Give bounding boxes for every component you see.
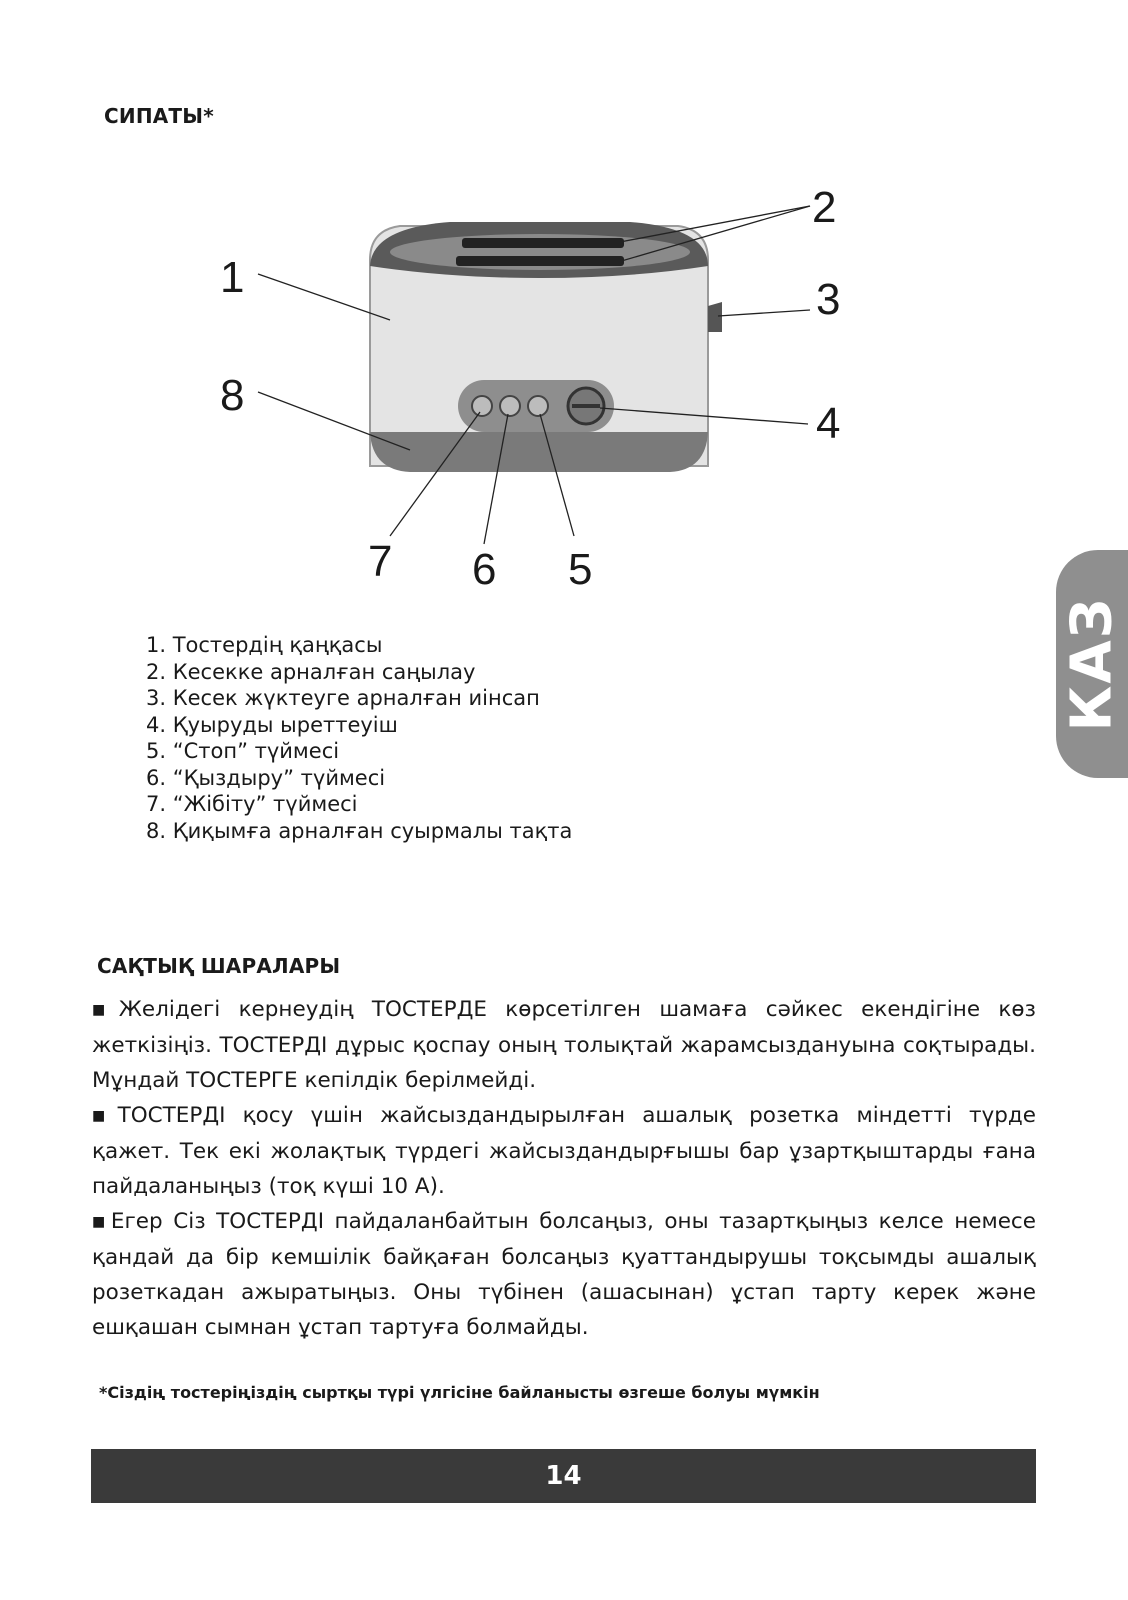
callout-5: 5 <box>568 545 593 594</box>
features-heading: СИПАТЫ* <box>104 104 214 128</box>
language-tab-label: КАЗ <box>1059 596 1125 732</box>
callout-2: 2 <box>812 183 837 232</box>
bullet-icon: ■ <box>92 1214 109 1230</box>
safety-text <box>92 992 1036 1345</box>
list-item: 3. Кесек жүктеуге арналған иінсап <box>146 686 540 710</box>
page-number: 14 <box>545 1461 582 1491</box>
list-item: 7. “Жібіту” түймесі <box>146 792 358 816</box>
list-item: 6. “Қыздыру” түймесі <box>146 765 386 790</box>
safety-paragraph: ■Егер Сіз ТОСТЕРДІ пайдаланбайтын болсаңыз, оны тазартқыңыз келсе немесе қандай да бір кемшілік байқаған болсаңыз қуаттандырушы тоқсымды ашалық розеткадан ажыратыңыз. Оны түбінен (ашасынан) ұстап тарту керек және ешқашан сымнан ұстап тартуға болмайды. <box>92 1209 1036 1340</box>
safety-heading: САҚТЫҚ ШАРАЛАРЫ <box>97 954 341 978</box>
parts-list <box>146 632 572 844</box>
language-tab <box>1056 550 1128 778</box>
toaster-diagram <box>200 170 860 600</box>
stop-button <box>528 396 548 416</box>
callout-3: 3 <box>816 275 841 324</box>
list-item: 2. Кесекке арналған саңылау <box>146 659 476 684</box>
callout-6: 6 <box>472 545 497 594</box>
lever <box>708 302 722 332</box>
bread-slot <box>462 238 624 248</box>
list-item: 1. Тостердің қаңқасы <box>146 633 383 657</box>
footnote: *Сіздің тостеріңіздің сыртқы түрі үлгісіне байланысты өзгеше болуы мүмкін <box>99 1383 820 1402</box>
bread-slot <box>456 256 624 266</box>
safety-paragraph: ■ТОСТЕРДІ қосу үшін жайсыздандырылған ашалық розетка міндетті түрде қажет. Тек екі жолақтық түрдегі жайсыздандырғышы бар ұзартқыштарды ғана пайдаланыңыз (тоқ күші 10 А). <box>92 1103 1036 1199</box>
list-item: 4. Қуыруды ыреттеуіш <box>146 712 398 737</box>
callout-7: 7 <box>368 537 393 586</box>
page-number-bar <box>91 1449 1036 1503</box>
bullet-icon: ■ <box>92 1002 117 1018</box>
safety-paragraph: ■Желідегі кернеудің ТОСТЕРДЕ көрсетілген шамаға сәйкес екендігіне көз жеткізіңіз. ТОСТЕРДІ дұрыс қоспау оның толықтай жарамсыздануына соқтырады. Мұндай ТОСТЕРГЕ кепілдік берілмейді. <box>92 997 1036 1093</box>
list-item: 5. “Стоп” түймесі <box>146 739 340 763</box>
defrost-button <box>472 396 492 416</box>
list-item: 8. Қиқымға арналған суырмалы тақта <box>146 818 573 843</box>
crumb-tray <box>370 432 708 472</box>
callout-8: 8 <box>220 371 245 420</box>
callout-4: 4 <box>816 399 841 448</box>
reheat-button <box>500 396 520 416</box>
bullet-icon: ■ <box>92 1108 116 1124</box>
callout-1: 1 <box>220 253 245 302</box>
